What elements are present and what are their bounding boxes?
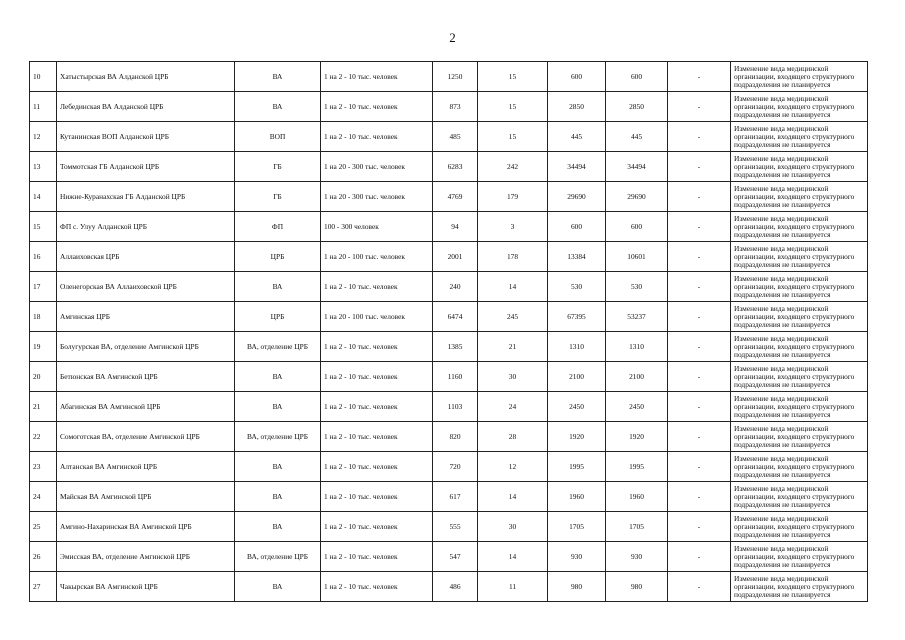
facility-type: ЦРБ [235, 302, 321, 332]
value-change: - [668, 362, 731, 392]
value-population: 4769 [433, 182, 478, 212]
table-row [30, 572, 868, 602]
value-population: 1160 [433, 362, 478, 392]
facility-name: Бетюнская ВА Амгинской ЦРБ [57, 362, 235, 392]
row-number: 16 [30, 242, 57, 272]
facility-name: Майская ВА Амгинской ЦРБ [57, 482, 235, 512]
value-change: - [668, 332, 731, 362]
row-number: 10 [30, 62, 57, 92]
value-staff: 245 [478, 302, 548, 332]
value-area-used: 1995 [606, 452, 668, 482]
planning-note: Изменение вида медицинской организации, входящего структурного подразделения не планируется [731, 572, 868, 602]
population-norm: 1 на 2 - 10 тыс. человек [321, 542, 433, 572]
value-area-used: 10601 [606, 242, 668, 272]
value-area-used: 1310 [606, 332, 668, 362]
row-number: 24 [30, 482, 57, 512]
facility-type: ВА [235, 512, 321, 542]
value-population: 485 [433, 122, 478, 152]
row-number: 25 [30, 512, 57, 542]
row-number: 15 [30, 212, 57, 242]
value-area-used: 530 [606, 272, 668, 302]
facility-name: ФП с. Улуу Алданской ЦРБ [57, 212, 235, 242]
planning-note: Изменение вида медицинской организации, входящего структурного подразделения не планируется [731, 452, 868, 482]
population-norm: 1 на 2 - 10 тыс. человек [321, 482, 433, 512]
value-staff: 178 [478, 242, 548, 272]
facility-type: ВА [235, 62, 321, 92]
table-row [30, 212, 868, 242]
value-population: 486 [433, 572, 478, 602]
value-change: - [668, 92, 731, 122]
value-area: 1705 [548, 512, 606, 542]
planning-note: Изменение вида медицинской организации, входящего структурного подразделения не планируется [731, 332, 868, 362]
facility-type: ВА [235, 272, 321, 302]
value-population: 2001 [433, 242, 478, 272]
facility-name: Чакырская ВА Амгинской ЦРБ [57, 572, 235, 602]
row-number: 21 [30, 392, 57, 422]
value-area: 29690 [548, 182, 606, 212]
value-population: 547 [433, 542, 478, 572]
value-area: 1920 [548, 422, 606, 452]
facility-name: Хатыстырская ВА Алданской ЦРБ [57, 62, 235, 92]
facility-type: ФП [235, 212, 321, 242]
planning-note: Изменение вида медицинской организации, входящего структурного подразделения не планируется [731, 212, 868, 242]
value-change: - [668, 572, 731, 602]
value-area-used: 2100 [606, 362, 668, 392]
value-population: 555 [433, 512, 478, 542]
value-population: 820 [433, 422, 478, 452]
value-population: 1103 [433, 392, 478, 422]
value-population: 94 [433, 212, 478, 242]
row-number: 26 [30, 542, 57, 572]
facility-name: Абагинская ВА Амгинской ЦРБ [57, 392, 235, 422]
value-area: 980 [548, 572, 606, 602]
value-change: - [668, 242, 731, 272]
planning-note: Изменение вида медицинской организации, входящего структурного подразделения не планируется [731, 542, 868, 572]
population-norm: 1 на 2 - 10 тыс. человек [321, 572, 433, 602]
table-row [30, 242, 868, 272]
table-row [30, 332, 868, 362]
row-number: 12 [30, 122, 57, 152]
value-staff: 15 [478, 92, 548, 122]
planning-note: Изменение вида медицинской организации, входящего структурного подразделения не планируется [731, 362, 868, 392]
table-row [30, 182, 868, 212]
value-area-used: 34494 [606, 152, 668, 182]
value-area-used: 1960 [606, 482, 668, 512]
value-area-used: 2850 [606, 92, 668, 122]
facility-type: ВОП [235, 122, 321, 152]
facility-name: Болугурская ВА, отделение Амгинской ЦРБ [57, 332, 235, 362]
value-population: 873 [433, 92, 478, 122]
facility-name: Эмисская ВА, отделение Амгинской ЦРБ [57, 542, 235, 572]
row-number: 13 [30, 152, 57, 182]
value-staff: 15 [478, 62, 548, 92]
value-area: 67395 [548, 302, 606, 332]
value-change: - [668, 392, 731, 422]
facility-name: Амгинская ЦРБ [57, 302, 235, 332]
table-row [30, 62, 868, 92]
row-number: 20 [30, 362, 57, 392]
planning-note: Изменение вида медицинской организации, входящего структурного подразделения не планируется [731, 392, 868, 422]
value-population: 617 [433, 482, 478, 512]
population-norm: 1 на 2 - 10 тыс. человек [321, 332, 433, 362]
value-population: 6283 [433, 152, 478, 182]
value-staff: 12 [478, 452, 548, 482]
population-norm: 1 на 2 - 10 тыс. человек [321, 452, 433, 482]
value-change: - [668, 512, 731, 542]
facility-name: Кутанинская ВОП Алданской ЦРБ [57, 122, 235, 152]
planning-note: Изменение вида медицинской организации, входящего структурного подразделения не планируется [731, 512, 868, 542]
value-area: 2450 [548, 392, 606, 422]
facility-type: ВА [235, 482, 321, 512]
table-row [30, 452, 868, 482]
value-population: 1385 [433, 332, 478, 362]
table-body [30, 62, 868, 602]
population-norm: 1 на 2 - 10 тыс. человек [321, 62, 433, 92]
table-row [30, 152, 868, 182]
row-number: 27 [30, 572, 57, 602]
population-norm: 1 на 2 - 10 тыс. человек [321, 422, 433, 452]
value-change: - [668, 122, 731, 152]
value-population: 1250 [433, 62, 478, 92]
facility-type: ВА, отделение ЦРБ [235, 542, 321, 572]
value-staff: 24 [478, 392, 548, 422]
value-change: - [668, 542, 731, 572]
facilities-table [29, 61, 868, 602]
population-norm: 1 на 2 - 10 тыс. человек [321, 122, 433, 152]
population-norm: 1 на 2 - 10 тыс. человек [321, 362, 433, 392]
table-row [30, 512, 868, 542]
table-row [30, 122, 868, 152]
value-area-used: 53237 [606, 302, 668, 332]
population-norm: 1 на 2 - 10 тыс. человек [321, 92, 433, 122]
population-norm: 1 на 2 - 10 тыс. человек [321, 512, 433, 542]
value-area-used: 930 [606, 542, 668, 572]
facility-type: ГБ [235, 182, 321, 212]
value-area: 2850 [548, 92, 606, 122]
value-staff: 30 [478, 512, 548, 542]
facility-type: ВА, отделение ЦРБ [235, 422, 321, 452]
value-staff: 14 [478, 482, 548, 512]
value-change: - [668, 302, 731, 332]
value-staff: 3 [478, 212, 548, 242]
value-area: 13384 [548, 242, 606, 272]
value-staff: 30 [478, 362, 548, 392]
value-staff: 11 [478, 572, 548, 602]
facility-name: Нижне-Куранахская ГБ Алданской ЦРБ [57, 182, 235, 212]
facility-type: ВА, отделение ЦРБ [235, 332, 321, 362]
row-number: 14 [30, 182, 57, 212]
value-area: 1310 [548, 332, 606, 362]
row-number: 11 [30, 92, 57, 122]
planning-note: Изменение вида медицинской организации, входящего структурного подразделения не планируется [731, 272, 868, 302]
value-area-used: 980 [606, 572, 668, 602]
facility-type: ЦРБ [235, 242, 321, 272]
value-change: - [668, 212, 731, 242]
value-area-used: 445 [606, 122, 668, 152]
facility-name: Амгино-Нахаринская ВА Амгинской ЦРБ [57, 512, 235, 542]
value-area-used: 1920 [606, 422, 668, 452]
facility-type: ВА [235, 362, 321, 392]
table-row [30, 422, 868, 452]
value-staff: 15 [478, 122, 548, 152]
value-area-used: 1705 [606, 512, 668, 542]
value-change: - [668, 62, 731, 92]
facility-type: ВА [235, 392, 321, 422]
planning-note: Изменение вида медицинской организации, входящего структурного подразделения не планируется [731, 62, 868, 92]
table-row [30, 362, 868, 392]
row-number: 22 [30, 422, 57, 452]
value-change: - [668, 272, 731, 302]
table-row [30, 542, 868, 572]
facility-type: ВА [235, 452, 321, 482]
value-change: - [668, 482, 731, 512]
table-row [30, 482, 868, 512]
value-population: 240 [433, 272, 478, 302]
value-area: 2100 [548, 362, 606, 392]
value-area: 1995 [548, 452, 606, 482]
facility-type: ГБ [235, 152, 321, 182]
value-staff: 14 [478, 542, 548, 572]
value-change: - [668, 152, 731, 182]
population-norm: 1 на 20 - 100 тыс. человек [321, 242, 433, 272]
facility-name: Аллаиховская ЦРБ [57, 242, 235, 272]
table-row [30, 92, 868, 122]
value-change: - [668, 422, 731, 452]
value-population: 6474 [433, 302, 478, 332]
value-staff: 242 [478, 152, 548, 182]
population-norm: 1 на 2 - 10 тыс. человек [321, 392, 433, 422]
value-population: 720 [433, 452, 478, 482]
value-area: 34494 [548, 152, 606, 182]
population-norm: 100 - 300 человек [321, 212, 433, 242]
value-change: - [668, 182, 731, 212]
facility-type: ВА [235, 92, 321, 122]
planning-note: Изменение вида медицинской организации, входящего структурного подразделения не планируется [731, 152, 868, 182]
value-area: 445 [548, 122, 606, 152]
value-area-used: 600 [606, 62, 668, 92]
value-staff: 14 [478, 272, 548, 302]
row-number: 23 [30, 452, 57, 482]
value-area-used: 29690 [606, 182, 668, 212]
value-area-used: 600 [606, 212, 668, 242]
page-number: 2 [449, 30, 456, 45]
planning-note: Изменение вида медицинской организации, входящего структурного подразделения не планируется [731, 482, 868, 512]
facility-name: Томмотская ГБ Алданской ЦРБ [57, 152, 235, 182]
planning-note: Изменение вида медицинской организации, входящего структурного подразделения не планируется [731, 92, 868, 122]
facility-type: ВА [235, 572, 321, 602]
value-area: 600 [548, 212, 606, 242]
row-number: 18 [30, 302, 57, 332]
table-row [30, 272, 868, 302]
planning-note: Изменение вида медицинской организации, входящего структурного подразделения не планируется [731, 422, 868, 452]
planning-note: Изменение вида медицинской организации, входящего структурного подразделения не планируется [731, 302, 868, 332]
value-staff: 28 [478, 422, 548, 452]
facility-name: Лебединская ВА Алданской ЦРБ [57, 92, 235, 122]
population-norm: 1 на 2 - 10 тыс. человек [321, 272, 433, 302]
facility-name: Сомоготская ВА, отделение Амгинской ЦРБ [57, 422, 235, 452]
planning-note: Изменение вида медицинской организации, входящего структурного подразделения не планируется [731, 122, 868, 152]
population-norm: 1 на 20 - 300 тыс. человек [321, 182, 433, 212]
value-area: 600 [548, 62, 606, 92]
value-area: 930 [548, 542, 606, 572]
population-norm: 1 на 20 - 300 тыс. человек [321, 152, 433, 182]
value-area: 1960 [548, 482, 606, 512]
population-norm: 1 на 20 - 100 тыс. человек [321, 302, 433, 332]
planning-note: Изменение вида медицинской организации, входящего структурного подразделения не планируется [731, 182, 868, 212]
table-row [30, 392, 868, 422]
value-staff: 21 [478, 332, 548, 362]
value-area-used: 2450 [606, 392, 668, 422]
planning-note: Изменение вида медицинской организации, входящего структурного подразделения не планируется [731, 242, 868, 272]
row-number: 17 [30, 272, 57, 302]
row-number: 19 [30, 332, 57, 362]
value-area: 530 [548, 272, 606, 302]
facility-name: Алтанская ВА Амгинской ЦРБ [57, 452, 235, 482]
value-change: - [668, 452, 731, 482]
table-row [30, 302, 868, 332]
facility-name: Оленегорская ВА Аллаиховской ЦРБ [57, 272, 235, 302]
value-staff: 179 [478, 182, 548, 212]
